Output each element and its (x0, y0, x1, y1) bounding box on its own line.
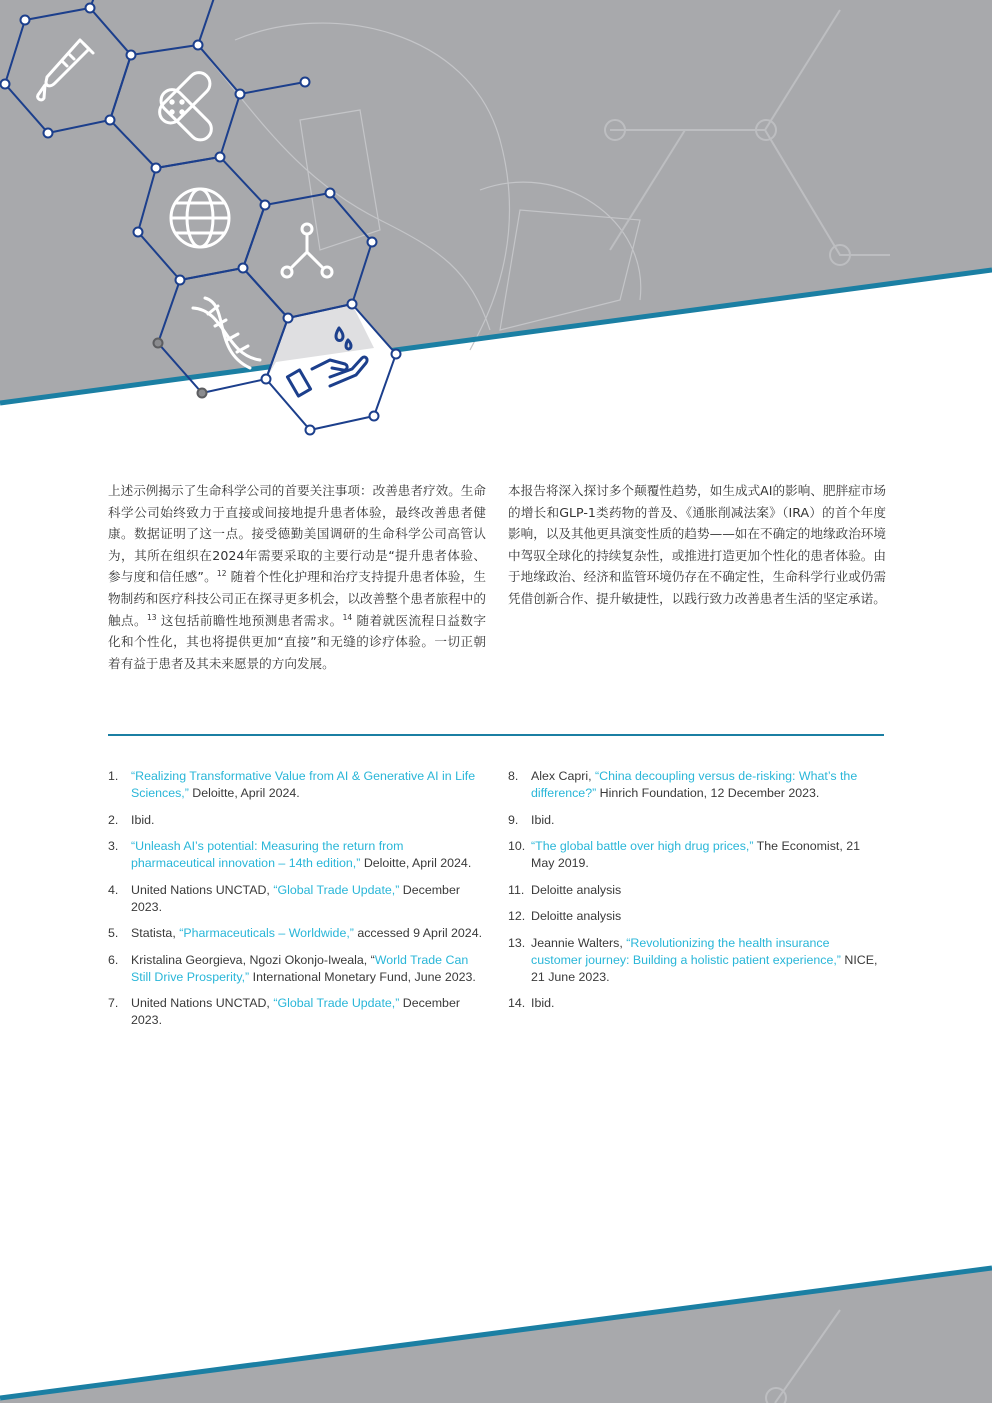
gray-node (154, 339, 163, 348)
gray-band (0, 0, 992, 402)
reference-number: 3. (108, 839, 119, 853)
reference-item (108, 995, 488, 1029)
reference-item (508, 838, 878, 872)
reference-link[interactable]: “Unleash AI’s potential: Measuring the return from pharmaceutical innovation – 14th edition,” (131, 839, 404, 870)
reference-text: United Nations UNCTAD, (131, 996, 274, 1010)
reference-text: Ibid. (531, 996, 555, 1010)
reference-link[interactable]: “The global battle over high drug prices,” (531, 839, 754, 853)
reference-source: Deloitte, April 2024. (188, 786, 300, 800)
reference-text: Alex Capri, (531, 769, 596, 783)
reference-source: accessed 9 April 2024. (353, 926, 483, 940)
reference-source: Deloitte, April 2024. (360, 856, 472, 870)
reference-source: Hinrich Foundation, 12 December 2023. (596, 786, 820, 800)
reference-number: 7. (108, 996, 119, 1010)
body-paragraph-left (108, 480, 486, 674)
reference-number: 1. (108, 769, 119, 783)
reference-text: Ibid. (531, 812, 555, 827)
reference-number: 2. (108, 812, 119, 827)
reference-source: NICE, 21 June 2023. (531, 952, 878, 984)
paragraph-text: 随着个性化护理和治疗支持提升患者体验，生物制药和医疗科技公司正在探寻更多机会，以改善整个患者旅程中的触点。 (108, 569, 486, 628)
body-paragraph-right: 本报告将深入探讨多个颠覆性趋势，如生成式AI的影响、肥胖症市场的增长和GLP-1类药物的普及、《通胀削减法案》（IRA）的首个年度影响，以及其他更具演变性质的趋势——如在不确定的地缘政治环境中驾驭全球化的持续复杂性，或推进打造更加个性化的患者体验。由于地缘政治、经济和监管环境仍存在不确定性，生命科学行业或仍需凭借创新合作、提升敏捷性，以践行致力改善患者生活的坚定承诺。 (508, 483, 886, 606)
reference-item (508, 995, 878, 1012)
footer-band (0, 1250, 992, 1403)
reference-source: December 2023. (131, 882, 460, 914)
reference-number: 13. (508, 935, 526, 950)
references-list-left (108, 768, 488, 1039)
hero-illustration (0, 0, 992, 440)
references-list-right (508, 768, 878, 1022)
reference-item (508, 935, 878, 986)
gray-node (198, 389, 207, 398)
footnote-ref-13[interactable]: 13 (146, 612, 157, 622)
reference-text: Statista, (131, 926, 180, 940)
reference-item (108, 812, 488, 829)
reference-text: United Nations UNCTAD, (131, 882, 274, 897)
reference-number: 11. (508, 882, 525, 897)
reference-number: 14. (508, 996, 526, 1010)
reference-item (108, 838, 488, 872)
reference-number: 12. (508, 909, 526, 923)
reference-number: 8. (508, 769, 519, 783)
reference-item (108, 925, 488, 942)
reference-link[interactable]: “Pharmaceuticals – Worldwide,” (179, 926, 354, 940)
reference-number: 6. (108, 952, 119, 967)
reference-source: The Economist, 21 May 2019. (531, 839, 860, 870)
reference-item (508, 908, 878, 925)
reference-text: Deloitte analysis (531, 882, 622, 897)
reference-item (108, 882, 488, 916)
reference-source: International Monetary Fund, June 2023. (249, 969, 476, 984)
footnote-ref-12[interactable]: 12 (216, 569, 227, 579)
reference-text: Jeannie Walters, (531, 935, 627, 950)
reference-number: 9. (508, 812, 519, 827)
reference-text: Ibid. (131, 812, 155, 827)
reference-link[interactable]: “Realizing Transformative Value from AI & Generative AI in Life Sciences,” (131, 769, 476, 800)
paragraph-text: 这包括前瞻性地预测患者需求。 (156, 612, 343, 628)
reference-text: Kristalina Georgieva, Ngozi Okonjo-Iweala, “ (131, 952, 375, 967)
section-divider (108, 734, 884, 736)
paragraph-text: 随着就医流程日益数字化和个性化，其也将提供更加“直接”和无缝的诊疗体验。一切正朝着有益于患者及其未来愿景的方向发展。 (108, 612, 486, 671)
reference-number: 10. (508, 839, 526, 853)
reference-link[interactable]: “Revolutionizing the health insurance customer journey: Building a holistic patient experience,” (531, 935, 841, 967)
reference-item (508, 812, 878, 829)
reference-number: 5. (108, 926, 119, 940)
reference-link[interactable]: “Global Trade Update,” (273, 996, 400, 1010)
reference-source: December 2023. (131, 996, 460, 1027)
reference-item (508, 768, 878, 802)
reference-text: Deloitte analysis (531, 909, 622, 923)
paragraph-text: 上述示例揭示了生命科学公司的首要关注事项：改善患者疗效。生命科学公司始终致力于直接或间接地提升患者体验，最终改善患者健康。数据证明了这一点。接受德勤美国调研的生命科学公司高管认为，其所在组织在2024年需要采取的主要行动是“提升患者体验、参与度和信任感”。 (108, 483, 486, 585)
reference-link[interactable]: “Global Trade Update,” (273, 882, 400, 897)
reference-item (108, 768, 488, 802)
reference-item (108, 952, 488, 986)
reference-link[interactable]: World Trade Can Still Drive Prosperity,” (131, 952, 469, 984)
footnote-ref-14[interactable]: 14 (342, 612, 353, 622)
reference-item (508, 882, 878, 899)
reference-number: 4. (108, 882, 119, 897)
reference-link[interactable]: “China decoupling versus de-risking: What’s the difference?” (531, 769, 858, 800)
